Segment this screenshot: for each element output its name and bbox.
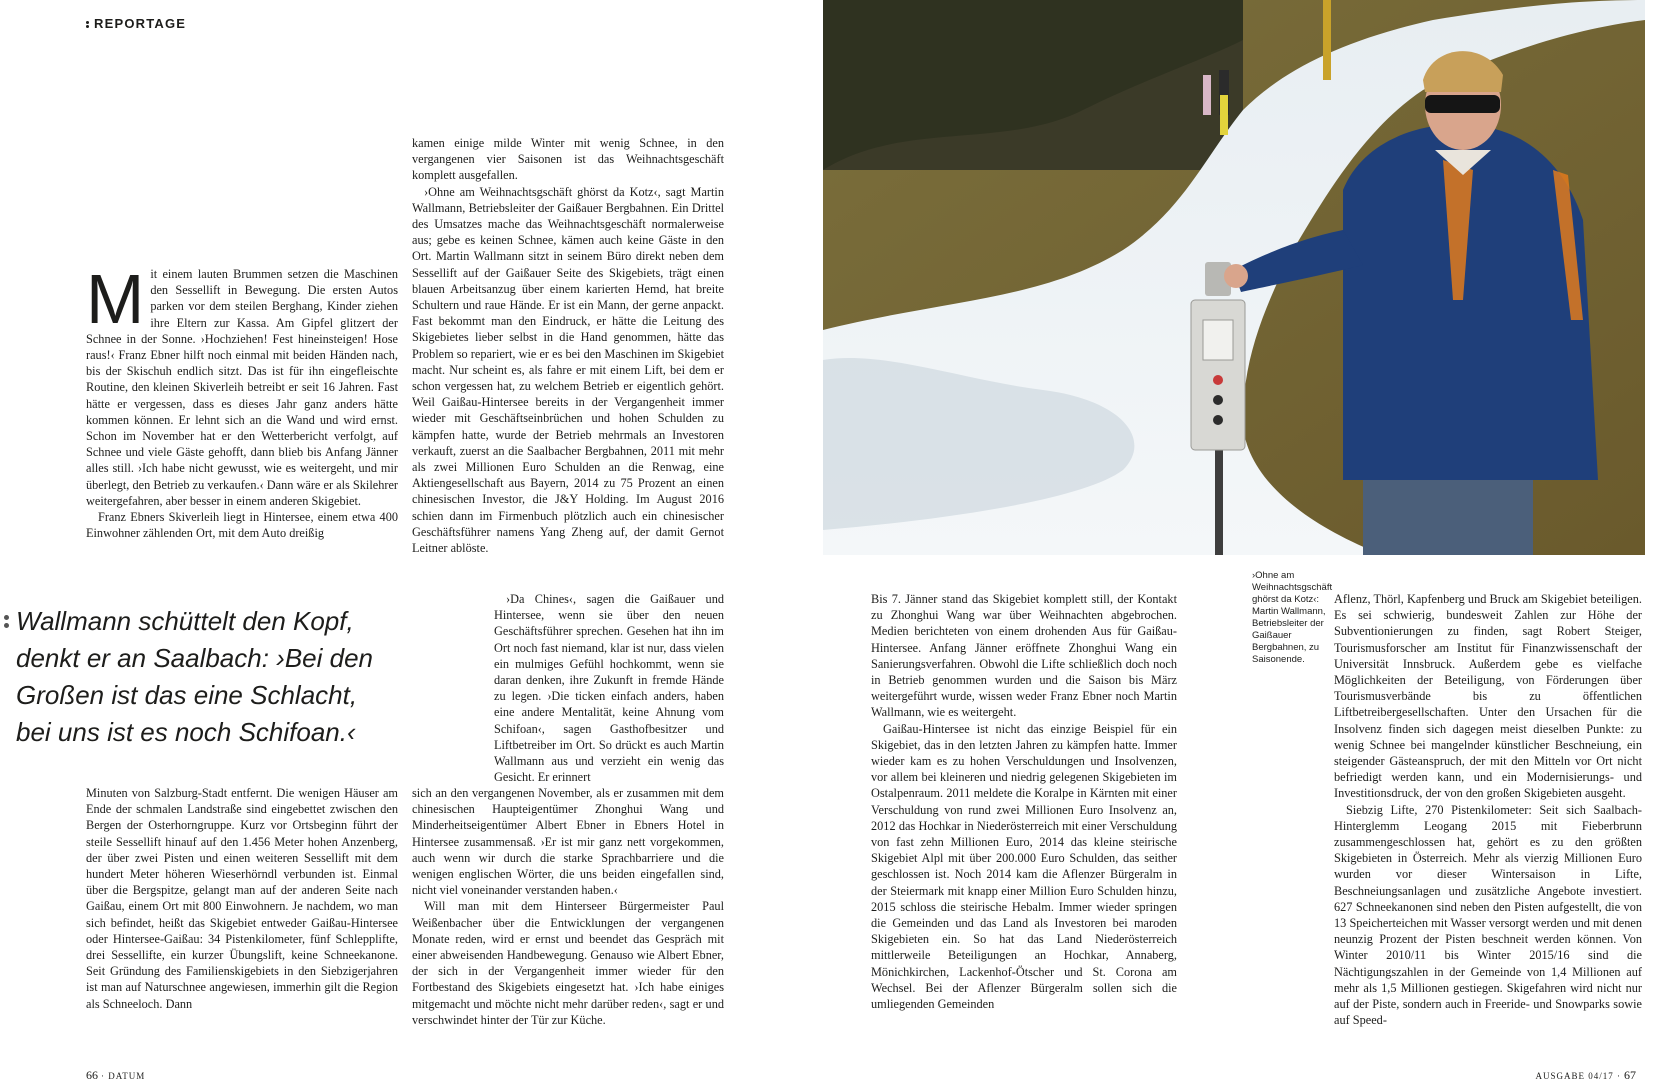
drop-cap: M (86, 260, 145, 338)
right-column-right (1334, 591, 1642, 1028)
quote-marker-icon (4, 612, 10, 631)
folio-left (86, 1068, 145, 1083)
paragraph: Aflenz, Thörl, Kapfenberg und Bruck am Skigebiet beteiligen. Es sei schwierig, bundesweit Zahlen zur Höhe der Subventionierungen zu finden, sagt Robert Steiger, Tourismusforscher am Institut für Finanzwissenschaft der Universität Innsbruck. Außerdem gebe es vielfache Möglichkeiten der Beteiligung, von Förderungen über Tourismusverbände bis zu öffentlichen Liftbetreibergesellschaften. Unter den Ursachen für die Insolvenz finden sich dagegen meist dieselben Punkte: zu wenig Schnee bei mangelnder künstlicher Beschneiung, ein steigender Gästeanspruch, der mit den Mitteln vor Ort nicht befriedigt werden kann, und ein Modernisierungs- und Investitionsdruck, der von den großen Skigebieten ausgeht. (1334, 592, 1642, 801)
paragraph: Will man mit dem Hinterseer Bürgermeister Paul Weißenbacher über die Entwicklungen der vergangenen Monate reden, wird er ernst und beendet das Gespräch mit einer abweisenden Handbewegung. Genauso wie Albert Ebner, der sich in der Vergangenheit immer wieder für den Fortbestand des Skigebiets eingesetzt hat. ›Ich habe einiges mitgemacht und möchte nicht mehr darüber reden‹, sagt er und verschwindet hinter der Tür zur Küche. (412, 899, 724, 1027)
section-marker-icon (86, 20, 90, 29)
article-intro: it einem lauten Brummen setzen die Maschinen den Sessellift in Bewegung. Die ersten Autos parken vor dem steilen Berghang, Kinder ziehen ihre Eltern zur Kassa. Am Gipfel glitzert der Schnee in der Sonne. ›Hochziehen! Fest hineinsteigen! Hose raus!‹ Franz Ebner hilft noch einmal mit beiden Händen nach, bis der Skischuh endlich sitzt. Das ist für ihn eingefleischte Routine, den kleinen Skiverleih betreibt er seit 16 Jahren. Fast hätte er vergessen, dass es dieses Jahr ganz anders hätte kommen können. Er lehnt sich an die Wand und wird ernst. Schon im November hat er den Wetterbericht verfolgt, auf Schnee und viele Gäste gehofft, dann blieb bis Anfang Jänner alles still. ›Ich habe nicht gewusst, wie es weitergeht, und mir überlegt, den Betrieb zu verkaufen.‹ Dann wäre er als Skilehrer weitergefahren, aber besser in einem anderen Skigebiet. (86, 267, 398, 508)
paragraph: kamen einige milde Winter mit wenig Schnee, in den vergangenen vier Saisonen ist das Weihnachtsgeschäft komplett ausgefallen. (412, 136, 724, 183)
paragraph: ›Ohne am Weihnachtsgschäft ghörst da Kotz‹, sagt Martin Wallmann, Betriebsleiter der Gaißauer Bergbahnen. Ein Drittel des Umsatzes mache das Weihnachtsgeschäft normalerweise aus; gebe es keinen Schnee, kämen auch keine Gäste in den Ort. Martin Wallmann sitzt in seinem Büro direkt neben dem Sessellift auf der Gaißauer Seite des Skigebiets, trägt einen blauen Arbeitsanzug über einem karierten Hemd, hat breite Schultern und raue Hände. Er ist ein Mann, der gerne anpackt. Fast bekommt man den Eindruck, er hätte die Leitung des Skigebietes lieber selbst in die Hand genommen, hätte das Problem so repariert, wie er es bei den Maschinen im Skigebiet macht. Nur scheint es, als fahre er mit einem Lift, bei dem er schon vergessen hat, zu welchem Betrieb er eigentlich gehört. Weil Gaißau-Hintersee bereits in der Vergangenheit immer wieder mit Geschäftseinbrüchen und hohen Schulden zu kämpfen hatte, wurde der Betrieb mehrmals an Investoren verkauft, zuerst an die Saalbacher Bergbahnen, 2011 mit mehr als zwei Millionen Euro Schulden an die Renwag, eine Aktiengesellschaft aus Bayern, 2014 zu 75 Prozent an einen chinesischen Investor, die J&Y Holding. Im August 2016 schien dann im Firmenbuch plötzlich auch ein chinesischer Geschäftsführer namens Yang Zheng auf, der damit Gernot Leitner ablöste. (412, 184, 724, 556)
pull-quote: Wallmann schüttelt den Kopf, denkt er an Saalbach: ›Bei den Großen ist das eine Schlacht, bei uns ist es noch Schifoan.‹ (16, 606, 374, 747)
right-page (827, 0, 1654, 1083)
middle-column-top (412, 135, 724, 556)
photo-caption: ›Ohne am Weihnachtsgschäft ghörst da Kotz‹: Martin Wallmann, Betriebsleiter der Gaißauer Bergbahnen, zu Saisonende. (1252, 570, 1333, 665)
middle-column-bottom (412, 785, 724, 1028)
paragraph: Gaißau-Hintersee ist nicht das einzige Beispiel für ein Skigebiet, das in den letzten Jahren zu kämpfen hatte. Immer wieder kam es zu hohen Verschuldungen und Insolvenzen, vor allem bei kleineren und niedrig gelegenen Skigebieten im Ostalpenraum. 2011 meldete die Koralpe in Kärnten mit einer Verschuldung von rund zwei Millionen Euro Insolvenz an, 2012 das Hochkar in Niederösterreich mit einer Verschuldung von fast zehn Millionen Euro, 2014 das kleine steirische Skigebiet Alpl mit über 200.000 Euro Schulden, das seither geschlossen ist. Noch 2014 kam die Aflenzer Bürgeralm in der Steiermark mit knapp einer Million Euro Schulden hinzu, 2015 schloss die steirische Hebalm. Immer wieder springen die Gemeinden und das Land als Investoren bei maroden Skigebieten ein. So hat das Land Niederösterreich mittlerweile Beteiligungen an Hochkar, Annaberg, Mönichkirchen, Lackenhof-Ötscher und St. Corona am Wechsel. Bei der Aflenzer Bürgeralm sollen sich die umliegenden Gemeinden (871, 721, 1177, 1012)
page-number: 67 (1624, 1068, 1636, 1082)
section-label-text: REPORTAGE (94, 16, 187, 31)
paragraph: sich an den vergangenen November, als er zusammen mit dem chinesischen Haupteigentümer Zhonghui Wang und Minderheitseigentümer Albert Ebner in Ebners Hotel in Hintersee zusammensaß. ›Er ist mir ganz nett vorgekommen, auch wenn wir durch die starke Sprachbarriere und die wenigen englischen Wörter, die uns beiden eingefallen sind, nicht viel voneinander verstanden haben.‹ (412, 786, 724, 898)
paragraph: Bis 7. Jänner stand das Skigebiet komplett still, der Kontakt zu Zhonghui Wang war über Weihnachten abgebrochen. Medien berichteten von einem drohenden Aus für Gaißau-Hintersee. Anfang Jänner eröffnete Zhonghui Wang ein Sanierungsverfahren. Obwohl die Lifte schließlich doch noch in Betrieb genommen wurden und die Saison bis März weitergeführt wurde, wissen weder Franz Ebner noch Martin Wallmann, wie es weitergeht. (871, 592, 1177, 720)
section-label (86, 16, 186, 31)
left-column-top (86, 260, 398, 541)
left-column-bottom (86, 785, 398, 1012)
page-number: 66 (86, 1068, 98, 1082)
paragraph: Minuten von Salzburg-Stadt entfernt. Die wenigen Häuser am Ende der schmalen Landstraße sind eingebettet zwischen den Bergen der Osterhorngruppe. Kurz vor Ortsbeginn führt der steile Sessellift hinauf auf den 1.456 Meter hohen Anzenberg, der über zwei Pisten und einen weiteren Sessellift mit dem hundert Meter höheren Wieserhörndl verbunden ist. Einmal über die Bergspitze, gelangt man auf der anderen Seite nach Gaißau, einem Ort mit 800 Einwohnern. Je nachdem, wo man sich befindet, heißt das Skigebiet entweder Gaißau-Hintersee oder Hintersee-Gaißau: 34 Pistenkilometer, fünf Schlepplifte, drei Sessellifte, ein kurzer Übungslift, keine Schneekanone. Seit Gründung des Familienskigebiets in den Siebzigerjahren ist man auf Naturschnee angewiesen, immerhin gilt die Region als Schneeloch. Dann (86, 786, 398, 1011)
magazine-name: · DATUM (101, 1071, 146, 1081)
middle-column-indented (494, 591, 724, 785)
photo-ski-slope (823, 0, 1645, 555)
paragraph: ›Da Chines‹, sagen die Gaißauer und Hintersee, wenn sie über den neuen Geschäftsführer sprechen. Gesehen hat ihn im Ort noch fast niemand, klar ist nur, dass vielen ein mulmiges Gefühl hochkommt, wenn sie daran denken, ihre Zukunft in fremde Hände zu legen. ›Die ticken einfach anders, haben eine andere Mentalität, keine Ahnung vom Schifoan‹, sagen Gasthofbesitzer und Liftbetreiber im Ort. So drückt es auch Martin Wallmann aus und verzieht ein wenig das Gesicht. Er erinnert (494, 592, 724, 785)
paragraph: Siebzig Lifte, 270 Pistenkilometer: Seit sich Saalbach-Hinterglemm Leogang 2015 mit Fieberbrunn zusammengeschlossen hat, gehört es zu den größten Skigebieten in Österreich. Mehr als vierzig Millionen Euro wurden vor dieser Wintersaison in Lifte, Beschneiungsanlagen und zusätzliche Angebote investiert. 627 Schneekanonen sind neben den Pisten aufgestellt, die von 13 Speicherteichen mit Wasser versorgt werden und mit denen neunzig Prozent der Pisten beschneit werden können. Von Winter 2010/11 bis Winter 2015/16 sind die Nächtigungszahlen in der Gemeinde von 1,4 Millionen auf mehr als 1,5 Millionen gestiegen. Skigefahren wird nicht nur auf der Piste, sondern auch in Freeride- und Snowparks sowie auf Speed- (1334, 802, 1642, 1028)
right-column-left (871, 591, 1177, 1012)
paragraph: Franz Ebners Skiverleih liegt in Hintersee, einem etwa 400 Einwohner zählenden Ort, mit dem Auto dreißig (86, 510, 398, 541)
photo-illustration (823, 0, 1645, 555)
issue-label: AUSGABE 04/17 · (1535, 1071, 1621, 1081)
folio-right (1535, 1068, 1636, 1083)
